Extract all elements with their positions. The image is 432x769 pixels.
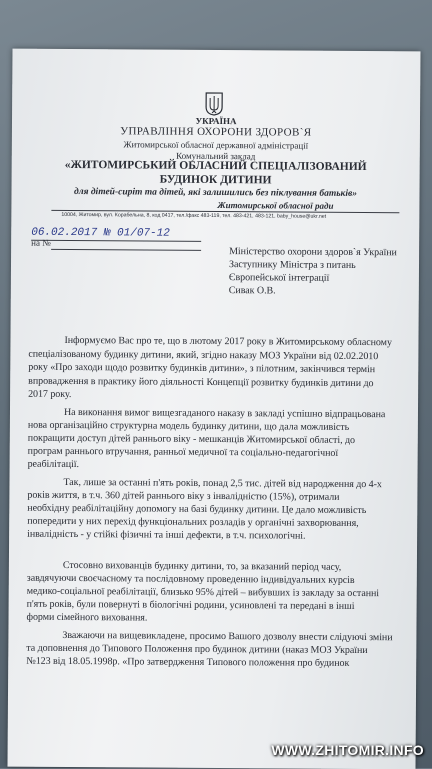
body-line: покращити доступ дітей раннього віку - мешканців Житомирської області, до	[27, 432, 356, 446]
body-line: впровадження в практику його діяльності Концепції розвитку будинків дитини до	[28, 375, 374, 390]
letter-page	[7, 49, 420, 769]
body-line: Інформуємо Вас про те, що в лютому 2017 року в Житомирському обласному	[64, 334, 392, 349]
body-line: необхідну реабілітаційну допомогу на базі будинку дитини. Це дало можливість	[27, 502, 367, 517]
body-line: нова організаційно структурна модель будинку дитини, що дала можливість	[27, 419, 350, 433]
department-heading: УПРАВЛІННЯ ОХОРОНИ ЗДОРОВ`Я	[120, 125, 312, 139]
reference-label: на №	[31, 237, 51, 248]
body-line: року «Про заходи щодо розвитку будинків дитини», з пілотним, закінчився термін	[28, 361, 376, 376]
contact-address: 10004, Житомир, вул. Корабельна, 8, код 0417, тел./факс 483-119, тел. 483-421, 483-121, baby_house@ukr.net	[61, 211, 327, 220]
institution-type-line: Комунальний заклад	[176, 150, 256, 162]
institution-subtitle: для дітей-сиріт та дітей, які залишились без піклування батьків»	[73, 187, 358, 199]
body-line: п'ять років, були повернуті в біологічні родини, усиновлені та передані в інші	[26, 598, 355, 612]
coat-of-arms-icon	[205, 92, 223, 116]
body-line: та доповнення до Типового Положення про будинок дитини (наказ МОЗ України	[26, 642, 368, 657]
body-line: інвалідність - у стійкі фізичні та інші дефекти, в т.ч. психологічні.	[27, 528, 306, 542]
body-line: медико-соціальної реабілітації, близько 95% дітей – вибувших із закладу за останні	[26, 585, 380, 600]
body-line: реабілітації.	[27, 458, 79, 471]
institution-name-line1: «ЖИТОМИРСЬКИЙ ОБЛАСНИЙ СПЕЦІАЛІЗОВАНИЙ	[64, 158, 367, 174]
body-line: На виконання вимог вищезгаданого наказу в закладі успішно відпрацьована	[63, 406, 386, 421]
recipient-line1: Міністерство охорони здоров`я України	[229, 246, 397, 259]
country-heading: УКРАЇНА	[195, 115, 237, 127]
date-underline	[31, 240, 201, 242]
institution-name-line2: БУДИНОК ДИТИНИ	[159, 173, 272, 187]
body-line: №123 від 18.05.1998р. «Про затвердження Типового положення про будинок	[26, 655, 350, 669]
body-line: спеціалізованому будинку дитини, який, згідно наказу МОЗ України від 02.02.2010	[28, 348, 379, 363]
reference-underline	[51, 249, 201, 251]
recipient-line3: Європейської інтеграції	[228, 272, 330, 284]
outgoing-date-number: 06.02.2017 № 01/07-12	[31, 226, 170, 240]
body-line: років життя, в т.ч. 360 дітей раннього віку з інвалідністю (15%), отримали	[27, 489, 340, 503]
recipient-line4: Сивак О.В.	[228, 285, 276, 297]
body-line: форми сімейного виховання.	[26, 611, 148, 624]
administration-line: Житомирської обласної державної адміністрації	[123, 139, 309, 151]
body-line: завдячуючи своєчасному та послідовному проведенню індивідуальних курсів	[26, 572, 355, 586]
site-watermark: WWW.ZHITOMIR.INFO	[271, 742, 424, 758]
body-line: 2017 року.	[28, 388, 72, 401]
body-line: попередити у них перехід функціональних розладів у органічні захворювання,	[27, 515, 359, 530]
body-line: Стосовно вихованців будинку дитини, то, за вказаний період часу,	[62, 559, 342, 573]
body-line: Так, лише за останні п'ять років, понад 2,5 тис. дітей від народження до 4-х	[63, 476, 382, 491]
regional-council-line: Житомирської обласної ради	[217, 200, 334, 211]
body-line: програм раннього втручання, ранньої медичної та соціально-педагогічної	[27, 445, 339, 459]
recipient-line2: Заступнику Міністра з питань	[228, 259, 356, 271]
body-line: Зважаючи на вищевикладене, просимо Вашого дозволу внести слідуючі зміни	[62, 629, 393, 644]
